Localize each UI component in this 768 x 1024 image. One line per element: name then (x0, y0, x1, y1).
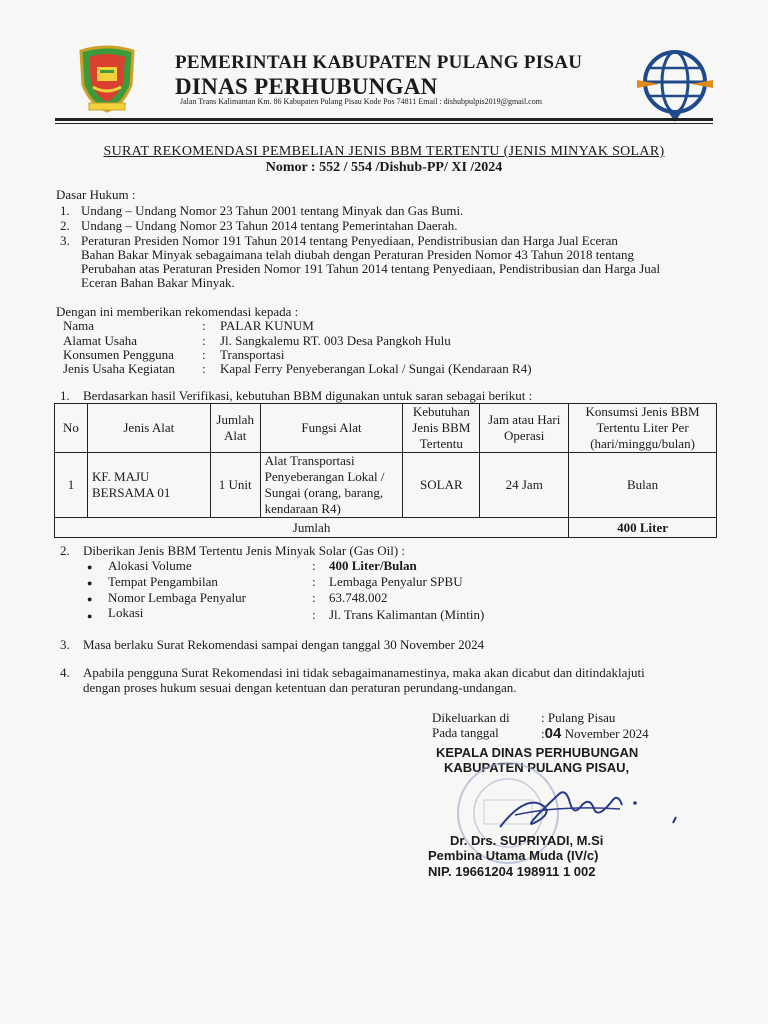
legal-basis-number: 2. (60, 218, 70, 233)
total-label: Jumlah (55, 518, 569, 538)
cell-konsumsi: Bulan (569, 453, 717, 518)
document-number: Nomor : 552 / 554 /Dishub-PP/ XI /2024 (265, 160, 503, 175)
letterhead-office-name: DINAS PERHUBUNGAN (175, 74, 438, 99)
issued-date-month-year: November 2024 (564, 726, 649, 741)
field-colon: : (312, 590, 316, 605)
point-number: 1. (60, 388, 70, 403)
issued-at-label: Dikeluarkan di (432, 710, 510, 725)
regency-crest-icon (73, 45, 141, 113)
point-number: 4. (60, 665, 70, 680)
legal-basis-item: Undang – Undang Nomor 23 Tahun 2001 tentang Minyak dan Gas Bumi. (81, 203, 464, 218)
issued-at-value: : Pulang Pisau (541, 710, 616, 725)
field-label-alamat: Alamat Usaha (63, 333, 138, 348)
letterhead-rule-thin (55, 123, 713, 124)
cell-jumlah: 1 Unit (210, 453, 260, 518)
header-jam-operasi: Jam atau Hari Operasi (480, 404, 569, 453)
header-kebutuhan: Kebutuhan Jenis BBM Tertentu (403, 404, 480, 453)
distributor-number-label: Nomor Lembaga Penyalur (108, 590, 246, 605)
field-colon: : (312, 558, 316, 573)
field-colon: : (202, 361, 206, 376)
legal-basis-item-line: Bahan Bakar Minyak sebagaimana telah diubah dengan Peraturan Presiden Nomor 43 Tahun 2018 tentang (81, 247, 635, 262)
field-colon: : (202, 347, 206, 362)
point4-text: Apabila pengguna Surat Rekomendasi ini tidak sebagaimanamestinya, maka akan dicabut dan ditindaklajuti (83, 665, 645, 680)
field-value-nama: PALAR KUNUM (220, 318, 314, 333)
signatory-name: Dr. Drs. SUPRIYADI, M.Si (450, 833, 604, 848)
field-value-jenis-usaha: Kapal Ferry Penyeberangan Lokal / Sungai (Kendaraan R4) (220, 361, 532, 376)
total-value: 400 Liter (569, 518, 717, 538)
cell-bbm: SOLAR (403, 453, 480, 518)
field-colon: : (312, 574, 316, 589)
letterhead-government-name: PEMERINTAH KABUPATEN PULANG PISAU (175, 52, 583, 73)
location-label: Lokasi (108, 605, 144, 620)
signatory-office-line1: KEPALA DINAS PERHUBUNGAN (436, 745, 639, 760)
letterhead-address: Jalan Trans Kalimantan Km. 86 Kabupaten Pulang Pisau Kode Pos 74811 Email : dishubpulpis2019@gmail.com (180, 97, 542, 106)
signatory-rank: Pembina Utama Muda (IV/c) (428, 848, 599, 863)
transport-ministry-icon (633, 40, 717, 124)
legal-basis-number: 1. (60, 203, 70, 218)
legal-basis-item-line: Perubahan atas Peraturan Presiden Nomor 191 Tahun 2014 tentang Penyediaan, Pendistribusian dan Harga Jual (81, 261, 661, 276)
bullet-icon: ● (87, 611, 93, 621)
issued-date-label: Pada tanggal (432, 725, 499, 740)
signatory-office-line2: KABUPATEN PULANG PISAU, (444, 760, 630, 775)
pickup-value: Lembaga Penyalur SPBU (329, 574, 463, 589)
cell-jenis-alat: KF. MAJU BERSAMA 01 (87, 453, 210, 518)
issued-date-value (541, 725, 649, 742)
field-label-konsumen: Konsumen Pengguna (63, 347, 174, 362)
allocation-label: Alokasi Volume (108, 558, 192, 573)
field-colon: : (312, 607, 316, 622)
signatory-nip: NIP. 19661204 198911 1 002 (428, 864, 596, 879)
cell-fungsi: Alat Transportasi Penyeberangan Lokal / Sungai (orang, barang, kendaraan R4) (260, 453, 403, 518)
field-label-nama: Nama (63, 318, 95, 333)
table-total-row (55, 518, 717, 538)
legal-basis-item: Peraturan Presiden Nomor 191 Tahun 2014 tentang Penyediaan, Pendistribusian dan Harga Jual Eceran (81, 233, 618, 248)
point3-text: Masa berlaku Surat Rekomendasi sampai dengan tanggal 30 November 2024 (83, 637, 485, 652)
distributor-number-value: 63.748.002 (329, 590, 388, 605)
point-number: 3. (60, 637, 70, 652)
point-number: 2. (60, 543, 70, 558)
point2-text: Diberikan Jenis BBM Tertentu Jenis Minyak Solar (Gas Oil) : (83, 543, 406, 558)
header-jumlah-alat: Jumlah Alat (210, 404, 260, 453)
equipment-table (54, 403, 717, 538)
field-value-alamat: Jl. Sangkalemu RT. 003 Desa Pangkoh Hulu (220, 333, 451, 348)
table-row (55, 453, 717, 518)
field-label-jenis-usaha: Jenis Usaha Kegiatan (63, 361, 175, 376)
legal-basis-item: Undang – Undang Nomor 23 Tahun 2014 tentang Pemerintahan Daerah. (81, 218, 458, 233)
recommendation-intro: Dengan ini memberikan rekomendasi kepada : (56, 304, 299, 319)
letterhead-rule-thick (55, 118, 713, 121)
header-fungsi-alat: Fungsi Alat (260, 404, 403, 453)
point1-text: Berdasarkan hasil Verifikasi, kebutuhan BBM digunakan untuk saran sebagai berikut : (83, 388, 533, 403)
document-title: SURAT REKOMENDASI PEMBELIAN JENIS BBM TERTENTU (JENIS MINYAK SOLAR) (103, 144, 665, 159)
field-value-konsumen: Transportasi (220, 347, 285, 362)
location-value: Jl. Trans Kalimantan (Mintin) (329, 607, 485, 622)
header-no: No (55, 404, 88, 453)
field-colon: : (202, 318, 206, 333)
cell-jam: 24 Jam (480, 453, 569, 518)
pickup-label: Tempat Pengambilan (108, 574, 218, 589)
header-jenis-alat: Jenis Alat (87, 404, 210, 453)
field-colon: : (202, 333, 206, 348)
bullet-icon: ● (87, 594, 93, 604)
bullet-icon: ● (87, 578, 93, 588)
allocation-value: 400 Liter/Bulan (329, 558, 417, 573)
header-konsumsi: Konsumsi Jenis BBM Tertentu Liter Per (hari/minggu/bulan) (569, 404, 717, 453)
legal-basis-heading: Dasar Hukum : (56, 187, 136, 202)
legal-basis-item-line: Eceran Bahan Bakar Minyak. (81, 275, 235, 290)
point4-text-line: dengan proses hukum sesuai dengan ketentuan dan peraturan perundang-undangan. (83, 680, 517, 695)
legal-basis-number: 3. (60, 233, 70, 248)
bullet-icon: ● (87, 562, 93, 572)
table-header-row (55, 404, 717, 453)
issued-date-colon: : (541, 726, 545, 741)
handwritten-day: 04 (544, 725, 562, 742)
cell-no: 1 (55, 453, 88, 518)
